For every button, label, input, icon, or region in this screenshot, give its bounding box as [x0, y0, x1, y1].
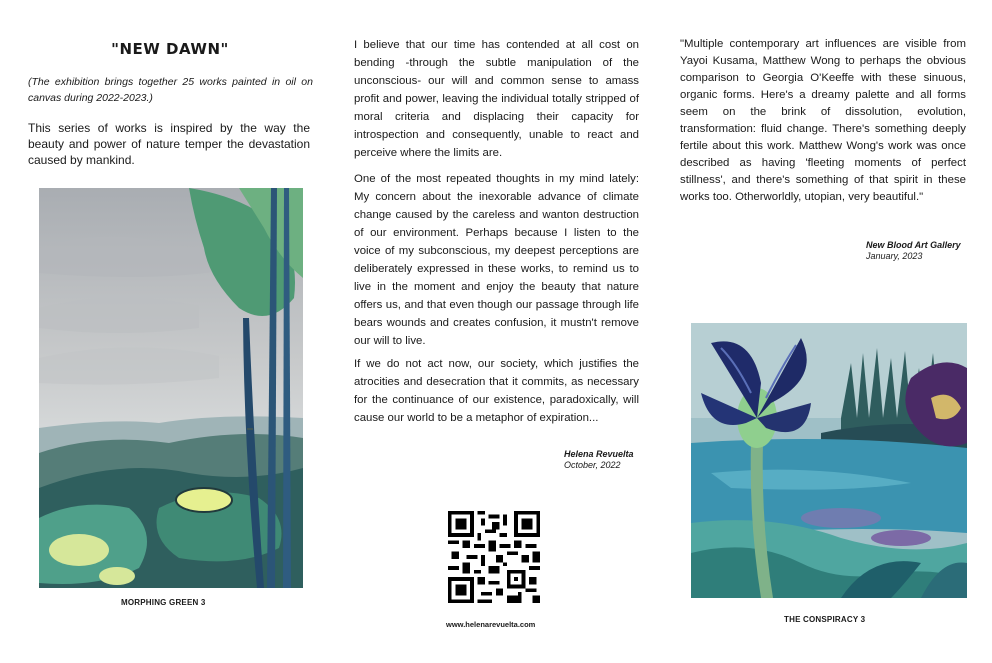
painting-the-conspiracy-3: [691, 323, 967, 598]
artist-name: Helena Revuelta: [564, 449, 634, 459]
painting-morphing-green-3: [39, 188, 303, 588]
caption-morphing-green-3: MORPHING GREEN 3: [121, 598, 206, 607]
statement-date: October, 2022: [564, 460, 621, 470]
exhibition-title: "NEW DAWN": [111, 40, 229, 58]
review-attribution: [866, 240, 961, 262]
statement-paragraph: If we do not act now, our society, which justifies the atrocities and desecration that it commits, as necessary for the continuance of our existence, paradoxically, will cause our world to be a metaphor of expiration...: [354, 358, 639, 424]
qr-code: [448, 511, 540, 603]
review-date: January, 2023: [866, 251, 923, 261]
review-source: New Blood Art Gallery: [866, 240, 961, 250]
intro-text: This series of works is inspired by the way the beauty and power of nature temper the devastation caused by mankind.: [28, 121, 310, 167]
artist-signature: [564, 449, 634, 471]
website-url[interactable]: www.helenarevuelta.com: [446, 620, 536, 629]
review-quote: "Multiple contemporary art influences are visible from Yayoi Kusama, Matthew Wong to perhaps the obvious comparison to Georgia O'Keeffe with these sinuous, organic forms. Here's a dreamy palette and all forms seem on the brink of dissolution, evolution, transformation: fluid change. There's something deeply fertile about this work. Matthew Wong's work was once described as having 'fleeting moments of perfect stillness', and there's something of that spirit in these works too. Otherworldly, utopian, very beautiful.": [680, 38, 966, 203]
statement-paragraph: One of the most repeated thoughts in my mind lately: My concern about the inexorable advance of climate change caused by the careless and wanton destruction of our environment. Perhaps because I listen to the voice of my subconscious, my deepest perceptions are deliberately expressed in these works, to remind us to live in the moment and enjoy the beauty that nature offers us, and that even though our passage through life bears wounds and creates confusion, it mustn't remove our will to live.: [354, 173, 639, 347]
caption-the-conspiracy-3: THE CONSPIRACY 3: [784, 615, 866, 624]
statement-paragraph: I believe that our time has contended at all cost on bending -through the subtle manipulation of the unconscious- our will and common sense to amass profit and power, leaving the individual totally stripped of moral criteria and displacing their capacity for introspection and consequently, unable to react and perceive where the limits are.: [354, 39, 639, 159]
exhibition-subtitle: (The exhibition brings together 25 works painted in oil on canvas during 2022-2023.): [28, 76, 313, 104]
